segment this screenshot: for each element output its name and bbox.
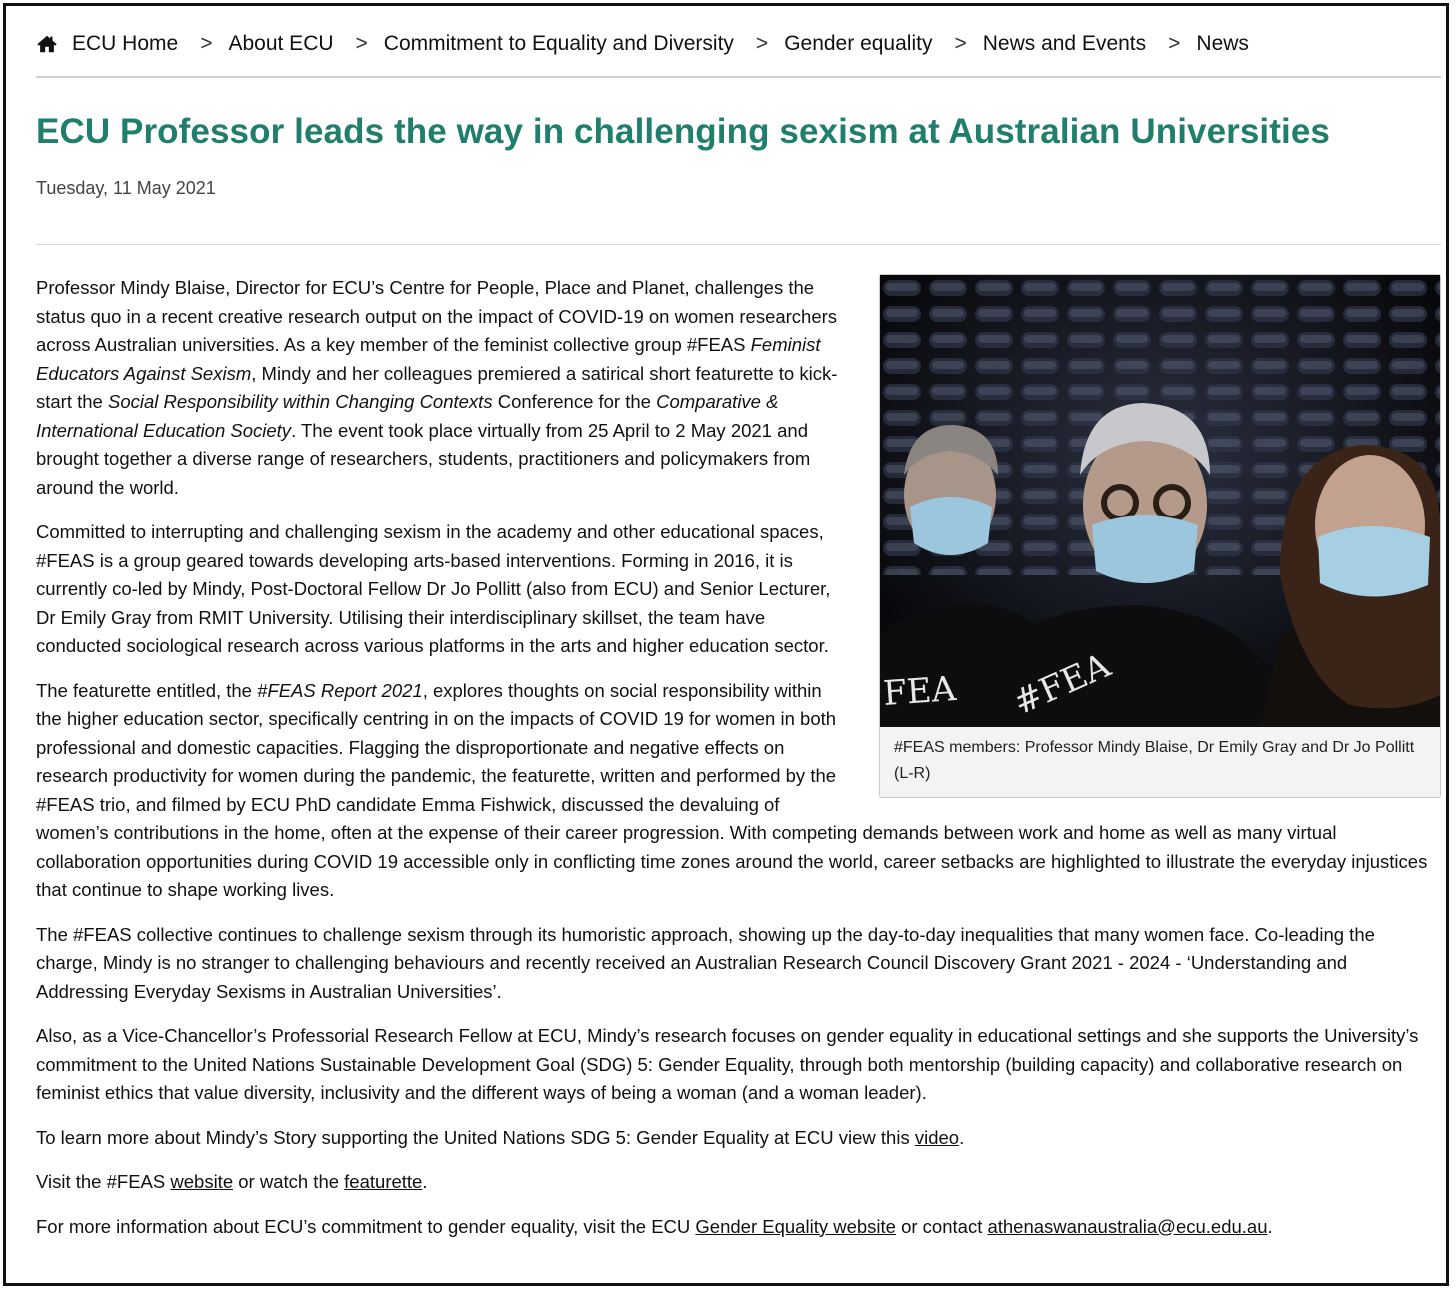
- feas-website-link[interactable]: website: [170, 1171, 234, 1192]
- figure-caption: #FEAS members: Professor Mindy Blaise, Dr Emily Gray and Dr Jo Pollitt (L-R): [894, 739, 1415, 782]
- breadcrumb-news[interactable]: News: [1196, 32, 1249, 55]
- breadcrumb-separator: >: [200, 32, 213, 55]
- breadcrumb-gender-equality[interactable]: Gender equality: [784, 32, 933, 55]
- paragraph-intro: Professor Mindy Blaise, Director for ECU’s Centre for People, Place and Planet, challenges the status quo in a recent creative research output on the impact of COVID-19 on women researchers across Australian universities. As a key member of the feminist collective group #FEAS Feminist Educators Against Sexism, Mindy and her colleagues premiered a satirical short featurette to kick-start the Social Responsibility within Changing Contexts Conference for the Comparative & International Education Society. The event took place virtually from 25 April to 2 May 2021 and brought together a diverse range of researchers, students, practitioners and policymakers from around the world.: [36, 277, 838, 498]
- page-frame: [3, 3, 1449, 1286]
- publish-date: Tuesday, 11 May 2021: [36, 178, 216, 198]
- featurette-link[interactable]: featurette: [344, 1171, 423, 1192]
- contact-email-link[interactable]: athenaswanaustralia@ecu.edu.au: [987, 1215, 1268, 1237]
- breadcrumb-commitment[interactable]: Commitment to Equality and Diversity: [383, 32, 734, 55]
- article-figure: [879, 274, 1441, 798]
- breadcrumb-separator: >: [1168, 32, 1181, 55]
- paragraph-video: To learn more about Mindy’s Story supporting the United Nations SDG 5: Gender Equality at ECU view this video.: [36, 1126, 965, 1148]
- breadcrumb: [36, 26, 1249, 62]
- page-title: ECU Professor leads the way in challenging sexism at Australian Universities: [36, 112, 1330, 151]
- shirt-text-left: FEA: [881, 668, 958, 714]
- paragraph-featurette: The featurette entitled, the #FEAS Report 2021, explores thoughts on social responsibility within the higher education sector, specifically centring in on the impacts of COVID 19 for women in both professional and domestic capacities. Flagging the disproportionate and negative effects on research productivity for women during the pandemic, the featurette, written and performed by the #FEAS trio, and filmed by ECU PhD candidate Emma Fishwick, discussed the devaluing of women’s contributions in the home, often at the expense of their career progression. With competing demands between work and home as well as many virtual collaboration opportunities during COVID 19 accessible only in conflicting time zones around the world, career setbacks are highlighted to illustrate the everyday injustices that continue to shape working lives.: [36, 679, 1428, 900]
- breadcrumb-separator: >: [755, 32, 769, 55]
- article-body: [36, 274, 1441, 1257]
- breadcrumb-news-and-events[interactable]: News and Events: [982, 32, 1147, 55]
- paragraph-contact: For more information about ECU’s commitment to gender equality, visit the ECU Gender Equality website or contact athenaswanaustralia@ecu.edu.au.: [36, 1215, 1273, 1237]
- paragraph-visit: Visit the #FEAS website or watch the featurette.: [36, 1171, 428, 1192]
- header-divider: [36, 244, 1441, 245]
- shirt-text-right: #FEA: [1007, 645, 1117, 724]
- breadcrumb-separator: >: [355, 32, 368, 55]
- breadcrumb-about-ecu[interactable]: About ECU: [228, 32, 334, 55]
- paragraph-feas-group: Committed to interrupting and challenging sexism in the academy and other educational spaces, #FEAS is a group geared towards developing arts-based interventions. Forming in 2016, it is currently co-led by Mindy, Post-Doctoral Fellow Dr Jo Pollitt (also from ECU) and Senior Lecturer, Dr Emily Gray from RMIT University. Utilising their interdisciplinary skillset, the team have conducted sociological research across various platforms in the arts and higher education sector.: [36, 521, 831, 656]
- team-photo: [880, 275, 1440, 727]
- gender-equality-website-link[interactable]: Gender Equality website: [695, 1215, 896, 1237]
- breadcrumb-divider: [36, 76, 1441, 78]
- paragraph-collective: The #FEAS collective continues to challenge sexism through its humoristic approach, showing up the day-to-day inequalities that many women face. Co-leading the charge, Mindy is no stranger to challenging behaviours and recently received an Australian Research Council Discovery Grant 2021 - 2024 - ‘Understanding and Addressing Everyday Sexisms in Australian Universities’.: [36, 923, 1375, 1002]
- home-icon[interactable]: [36, 33, 58, 55]
- paragraph-research-fellow: Also, as a Vice-Chancellor’s Professorial Research Fellow at ECU, Mindy’s research focuses on gender equality in educational settings and she supports the University’s commitment to the United Nations Sustainable Development Goal (SDG) 5: Gender Equality, through both mentorship (building capacity) and collaborative research on feminist ethics that value diversity, inclusivity and the different ways of being a woman (and a woman leader).: [36, 1025, 1419, 1103]
- video-link[interactable]: video: [914, 1126, 960, 1148]
- breadcrumb-ecu-home[interactable]: ECU Home: [72, 32, 179, 55]
- breadcrumb-separator: >: [954, 32, 967, 55]
